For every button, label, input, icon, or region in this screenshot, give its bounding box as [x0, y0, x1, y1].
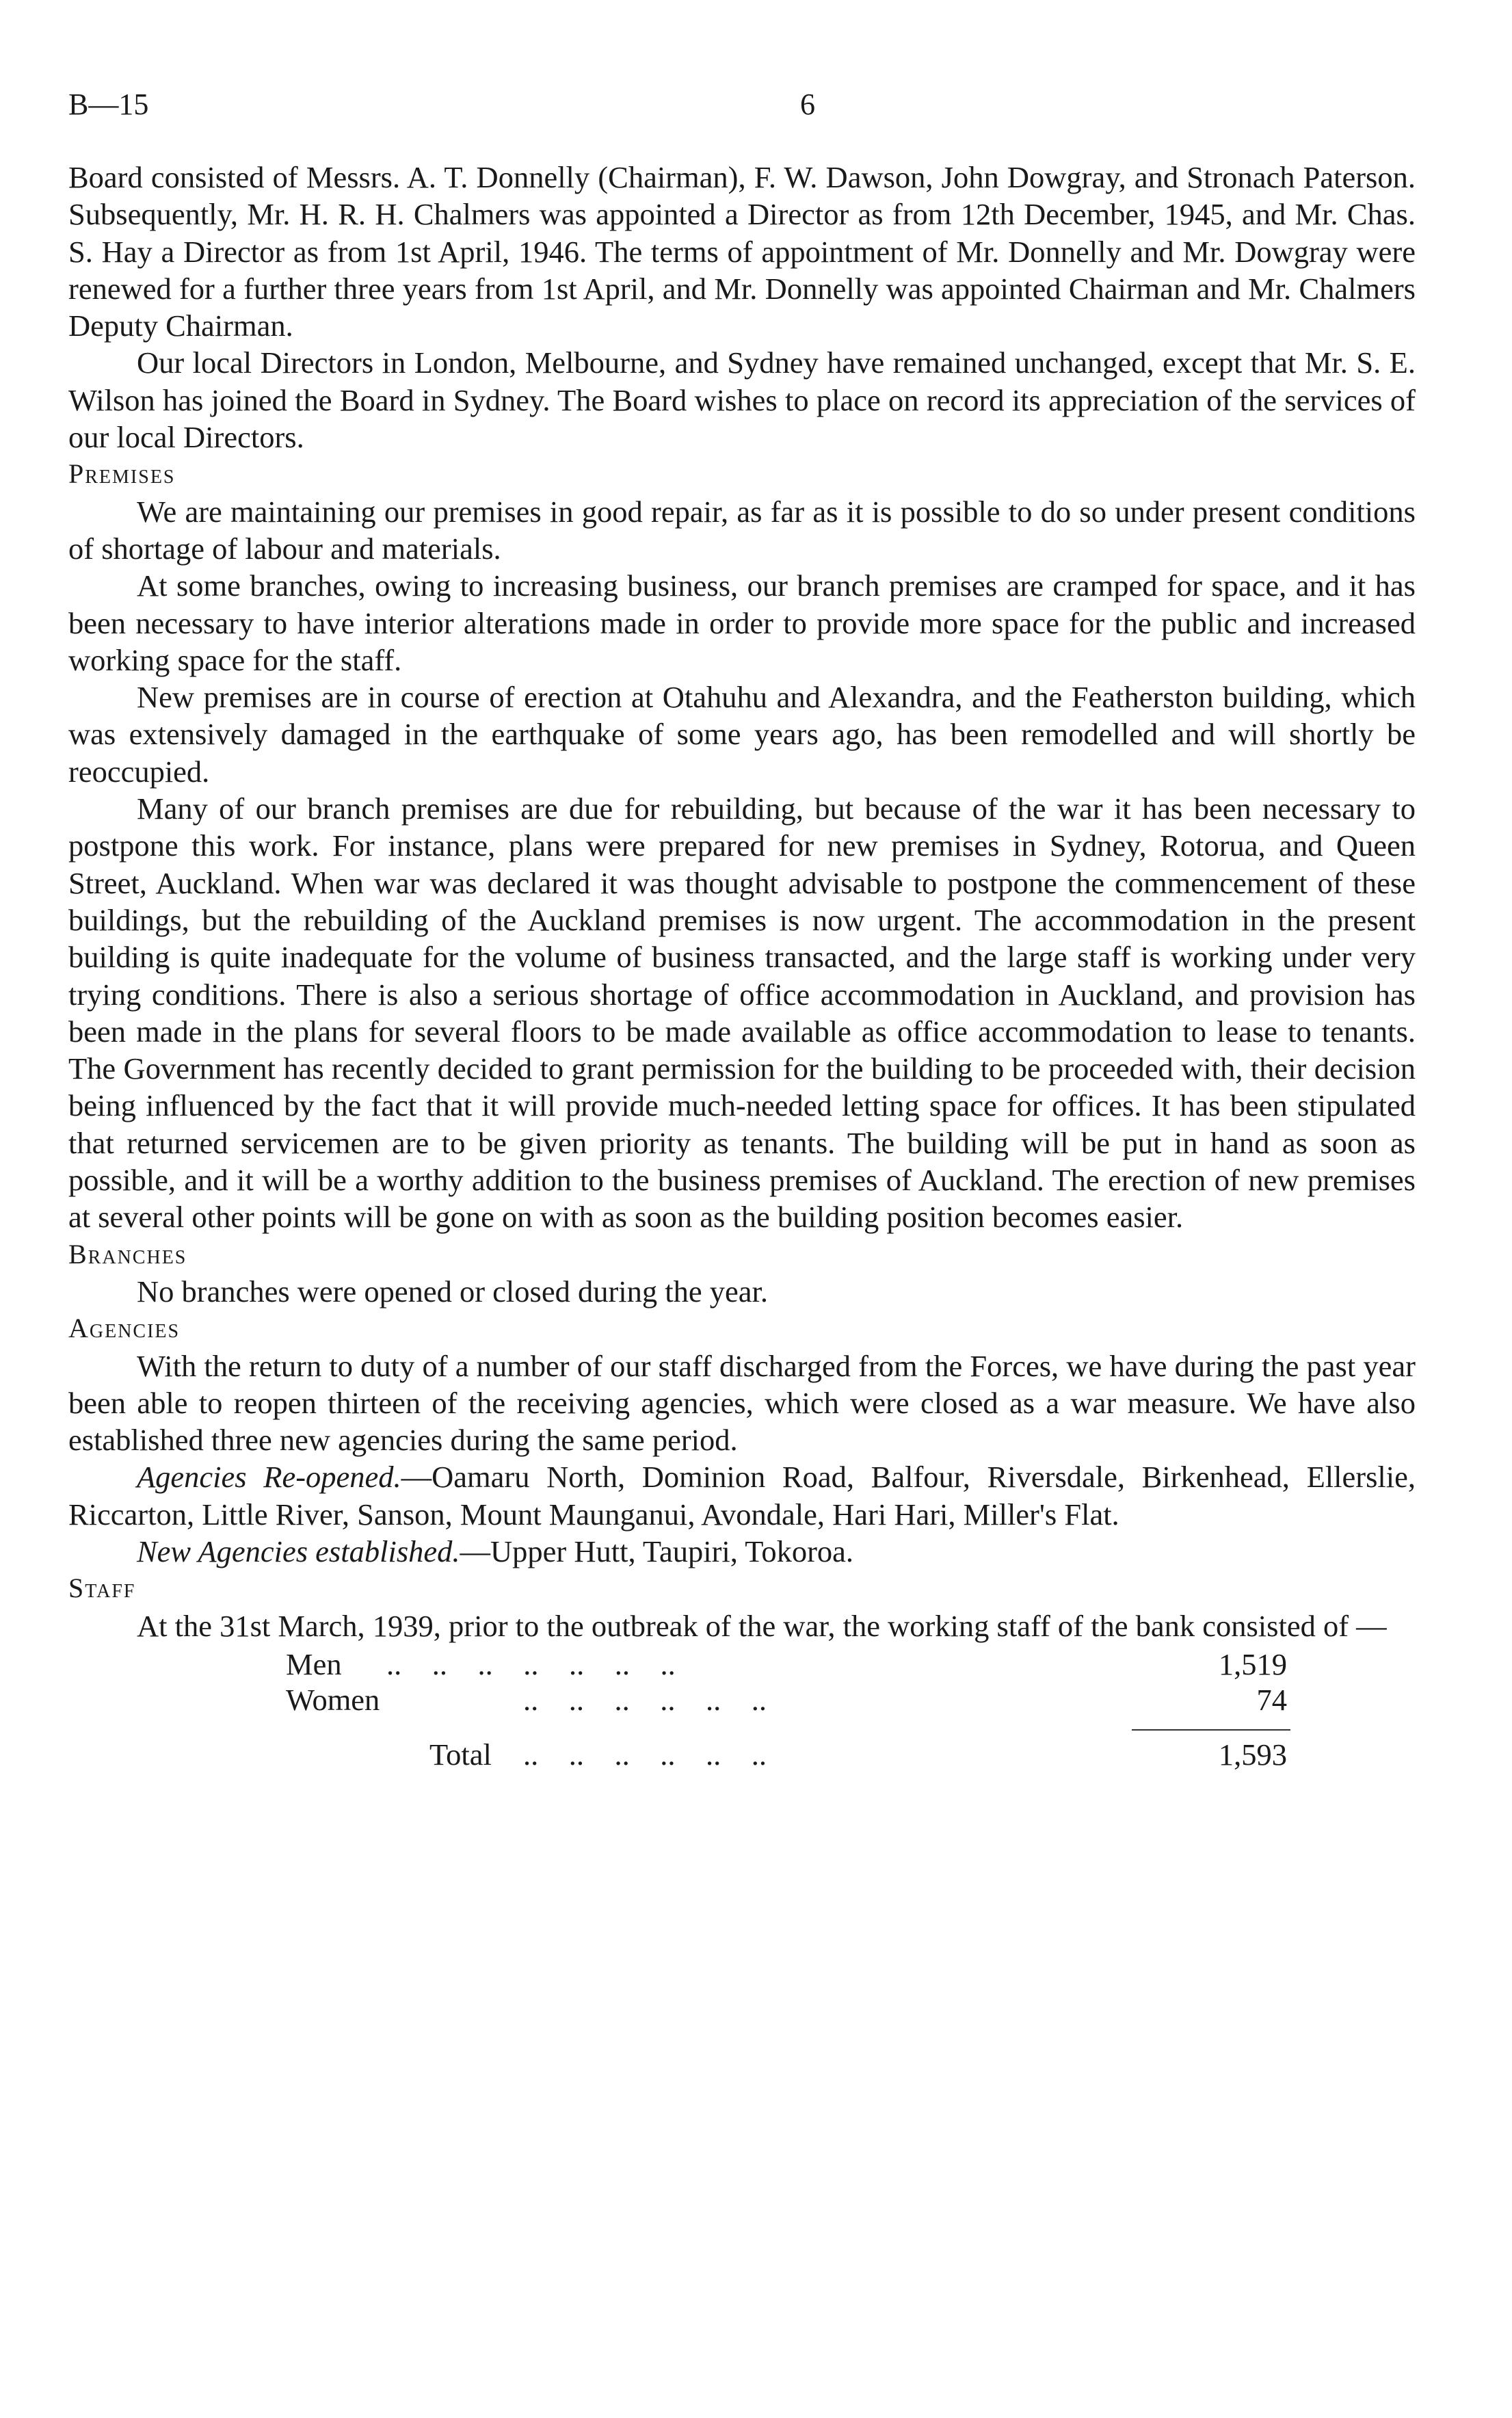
row-label: Women: [286, 1682, 380, 1717]
agencies-reopened-list: —Oamaru North, Dominion Road, Balfour, Riversdale, Birkenhead, Ellerslie, Riccarton, Little River, Sanson, Mount Maunganui, Avondale, Hari Hari, Miller's Flat.: [68, 1460, 1416, 1532]
dot-leaders: .. .. .. .. .. .. ..: [386, 1646, 676, 1681]
body-text: [68, 159, 1416, 1776]
section-heading-premises: Premises: [68, 458, 176, 490]
paragraph: At some branches, owing to increasing business, our branch premises are cramped for space, and it has been necessary to have interior alterations made in order to provide more space for the public and increased working space for the staff.: [68, 568, 1416, 677]
total-rule: [1132, 1729, 1290, 1731]
table-row: [68, 1681, 1416, 1718]
page-number: 6: [800, 88, 815, 121]
staff-table: [68, 1646, 1416, 1776]
agencies-reopened-label: Agencies Re-opened.: [137, 1460, 401, 1495]
agencies-new-label: New Agencies established.: [137, 1534, 460, 1568]
dot-leaders: .. .. .. .. .. ..: [523, 1737, 767, 1772]
row-value: 1,519: [1218, 1646, 1287, 1681]
paragraph: At the 31st March, 1939, prior to the outbreak of the war, the working staff of the bank consisted of —: [137, 1608, 1387, 1643]
paragraph: Many of our branch premises are due for rebuilding, but because of the war it has been necessary to postpone this work. For instance, plans were prepared for new premises in Sydney, Rotorua, and Queen Street, Auckland. When war was declared it was thought advisable to postpone the commencement of these buildings, but the rebuilding of the Auckland premises is now urgent. The accommodation in the present building is quite inadequate for the volume of business transacted, and the large staff is working under very trying conditions. There is also a serious shortage of office accommodation in Auckland, and provision has been made in the plans for several floors to be made available as office accommodation to lease to tenants. The Government has recently decided to grant permission for the building to be proceeded with, their decision being influenced by the fact that it will provide much-needed letting space for offices. It has been stipulated that returned servicemen are to be given priority as tenants. The building will be put in hand as soon as possible, and it will be a worthy addition to the business premises of Auckland. The erection of new premises at several other points will be gone on with as soon as the building position becomes easier.: [68, 791, 1416, 1235]
agencies-new-list: —Upper Hutt, Taupiri, Tokoroa.: [460, 1534, 854, 1568]
section-heading-staff: Staff: [68, 1573, 136, 1604]
section-heading-branches: Branches: [68, 1238, 187, 1270]
paragraph: We are maintaining our premises in good repair, as far as it is possible to do so under present conditions of shortage of labour and materials.: [68, 494, 1416, 566]
agencies-new-paragraph: [68, 1533, 1416, 1570]
agencies-reopened-paragraph: [68, 1458, 1416, 1533]
paragraph: No branches were opened or closed during the year.: [137, 1274, 769, 1309]
paragraph: With the return to duty of a number of our staff discharged from the Forces, we have during the past year been able to reopen thirteen of the receiving agencies, which were closed as a war measure. We have also established three new agencies during the same period.: [68, 1348, 1416, 1458]
paragraph: New premises are in course of erection at Otahuhu and Alexandra, and the Featherston building, which was extensively damaged in the earthquake of some years ago, has been remodelled and will shortly be reoccupied.: [68, 680, 1416, 789]
section-heading-agencies: Agencies: [68, 1313, 181, 1344]
dot-leaders: .. .. .. .. .. ..: [523, 1682, 767, 1717]
table-row: [68, 1646, 1416, 1683]
paragraph: Board consisted of Messrs. A. T. Donnelly (Chairman), F. W. Dawson, John Dowgray, and Stronach Paterson. Subsequently, Mr. H. R. H. Chalmers was appointed a Director as from 12th December, 1945, and Mr. Chas. S. Hay a Director as from 1st April, 1946. The terms of appointment of Mr. Donnelly and Mr. Dowgray were renewed for a further three years from 1st April, and Mr. Donnelly was appointed Chairman and Mr. Chalmers Deputy Chairman.: [68, 160, 1416, 343]
page-header: [68, 81, 1450, 129]
row-label: Total: [429, 1737, 492, 1772]
paragraph: Our local Directors in London, Melbourne, and Sydney have remained unchanged, except that Mr. S. E. Wilson has joined the Board in Sydney. The Board wishes to place on record its appreciation of the services of our local Directors.: [68, 345, 1416, 455]
row-label: Men: [286, 1646, 342, 1681]
report-code: B—15: [68, 88, 149, 121]
row-value: 1,593: [1218, 1737, 1287, 1772]
table-row-total: [68, 1736, 1416, 1773]
row-value: 74: [1256, 1682, 1287, 1717]
